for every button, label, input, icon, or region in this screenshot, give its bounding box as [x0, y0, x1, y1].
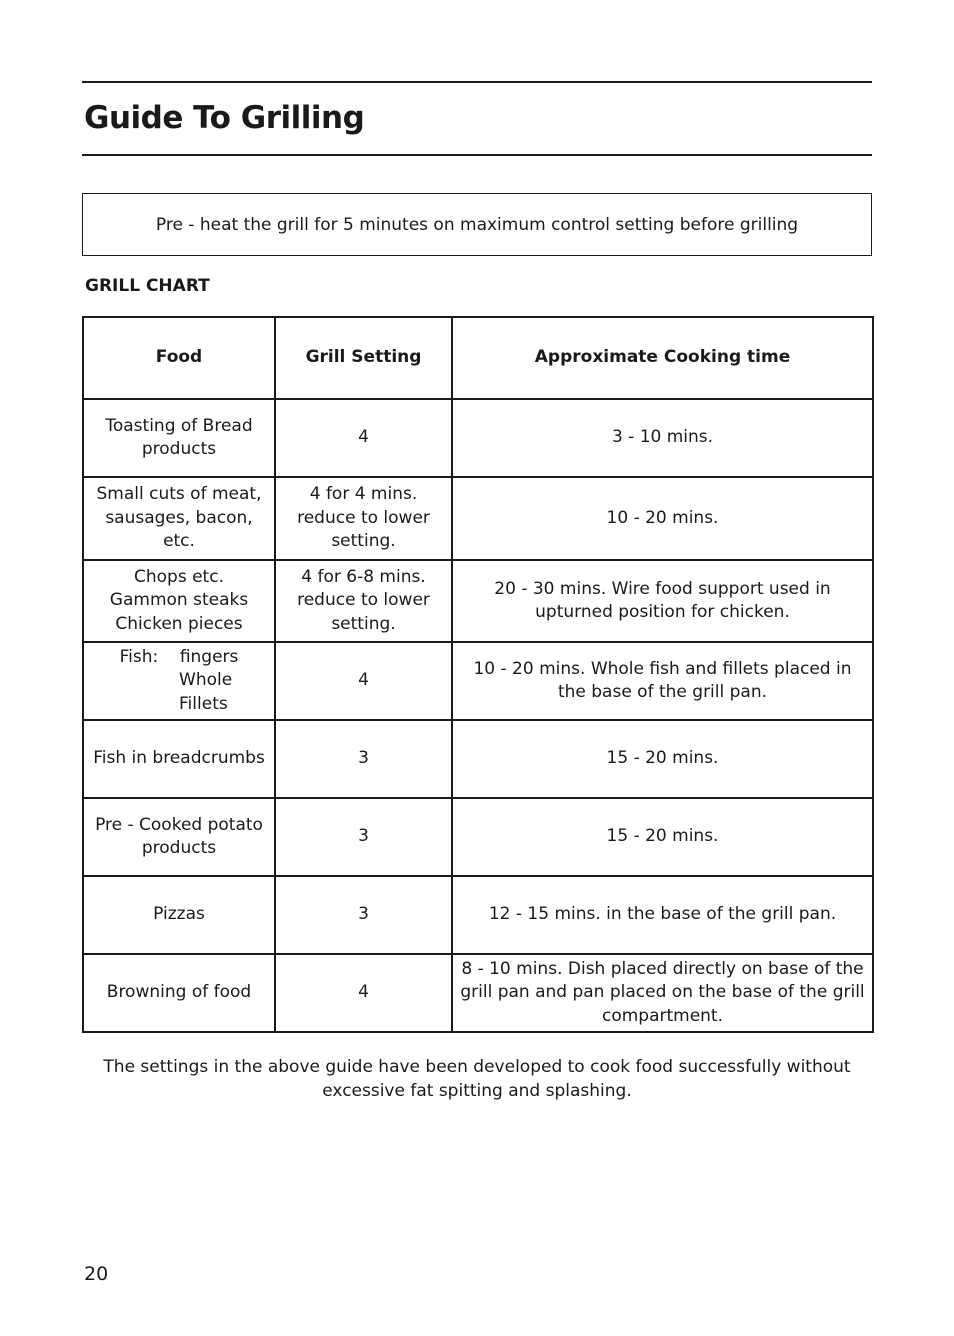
food-cell: [83, 642, 275, 720]
page-number: 20: [84, 1263, 109, 1285]
time-cell: 3 - 10 mins.: [452, 399, 873, 477]
time-cell: 8 - 10 mins. Dish placed directly on base of the grill pan and pan placed on the base of the grill compartment.: [452, 954, 873, 1032]
preheat-notice-text: Pre - heat the grill for 5 minutes on maximum control setting before grilling: [155, 214, 799, 235]
header-grill-setting: Grill Setting: [275, 317, 452, 399]
food-cell: Browning of food: [83, 954, 275, 1032]
table-row: [83, 560, 873, 642]
food-cell: Toasting of Bread products: [83, 399, 275, 477]
time-cell: 20 - 30 mins. Wire food support used in upturned position for chicken.: [452, 560, 873, 642]
setting-cell: 3: [275, 720, 452, 798]
food-cell: Pre - Cooked potato products: [83, 798, 275, 876]
preheat-notice-box: [82, 193, 872, 256]
time-cell: 10 - 20 mins. Whole fish and fillets placed in the base of the grill pan.: [452, 642, 873, 720]
setting-cell: 4 for 4 mins. reduce to lower setting.: [275, 477, 452, 560]
food-cell: Fish in breadcrumbs: [83, 720, 275, 798]
setting-cell: 4: [275, 954, 452, 1032]
grill-chart-label: GRILL CHART: [85, 276, 210, 296]
header-food: Food: [83, 317, 275, 399]
table-row: [83, 642, 873, 720]
time-cell: 10 - 20 mins.: [452, 477, 873, 560]
time-cell: 12 - 15 mins. in the base of the grill pan.: [452, 876, 873, 954]
time-cell: 15 - 20 mins.: [452, 798, 873, 876]
table-row: [83, 720, 873, 798]
food-cell: Small cuts of meat, sausages, bacon, etc.: [83, 477, 275, 560]
setting-cell: 4: [275, 399, 452, 477]
table-header-row: [83, 317, 873, 399]
time-cell: 15 - 20 mins.: [452, 720, 873, 798]
table-row: [83, 954, 873, 1032]
food-cell: Chops etc. Gammon steaks Chicken pieces: [83, 560, 275, 642]
title-underline: [82, 154, 872, 156]
fish-food-list: Fish: fingers Whole Fillets: [119, 646, 239, 714]
top-rule: [82, 81, 872, 83]
header-cooking-time: Approximate Cooking time: [452, 317, 873, 399]
grill-chart-table: [82, 316, 874, 1033]
footnote: The settings in the above guide have been developed to cook food successfully without excessive fat spitting and splashing.: [103, 1057, 851, 1101]
setting-cell: 4: [275, 642, 452, 720]
table-row: [83, 798, 873, 876]
food-cell: Pizzas: [83, 876, 275, 954]
setting-cell: 3: [275, 798, 452, 876]
setting-cell: 3: [275, 876, 452, 954]
setting-cell: 4 for 6-8 mins. reduce to lower setting.: [275, 560, 452, 642]
table-row: [83, 399, 873, 477]
table-row: [83, 876, 873, 954]
page-title: Guide To Grilling: [84, 100, 365, 136]
table-row: [83, 477, 873, 560]
